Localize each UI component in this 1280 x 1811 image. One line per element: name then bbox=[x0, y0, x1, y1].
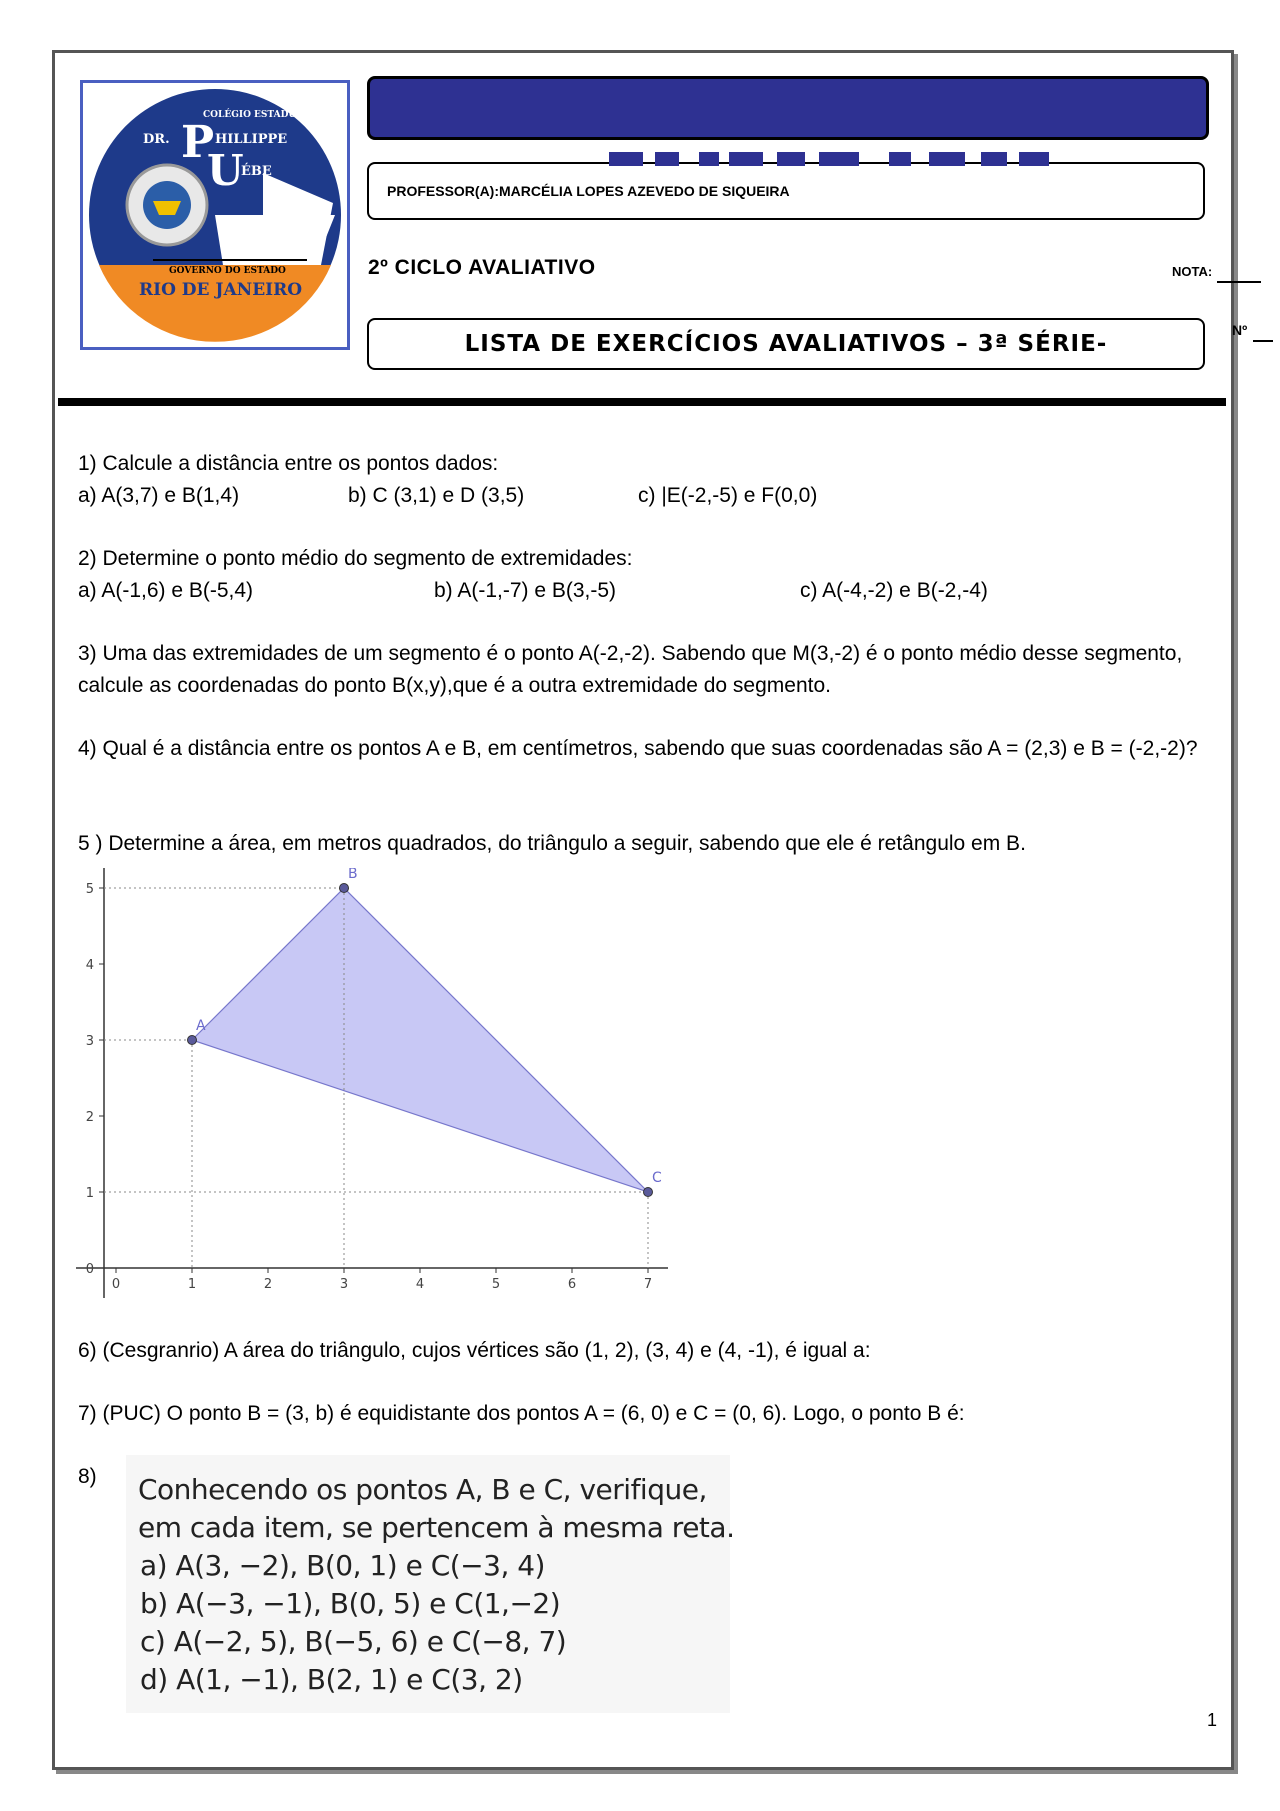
x-tick-label: 1 bbox=[187, 1277, 197, 1292]
q8-item-a: a) A(3, −2), B(0, 1) e C(−3, 4) bbox=[140, 1549, 545, 1582]
professor-name: PROFESSOR(A):MARCÉLIA LOPES AZEVEDO DE SIQUEIRA bbox=[387, 183, 790, 199]
list-title: LISTA DE EXERCÍCIOS AVALIATIVOS – 3ª SÉRIE- bbox=[464, 331, 1108, 357]
q8-item-d: d) A(1, −1), B(2, 1) e C(3, 2) bbox=[140, 1663, 523, 1696]
y-tick-label: 2 bbox=[85, 1110, 94, 1125]
list-title-box bbox=[367, 318, 1205, 370]
q4-text: 4) Qual é a distância entre os pontos A e B, em centímetros, sabendo que suas coordenadas são A = (2,3) e B = (-2,-2)? bbox=[78, 737, 1198, 760]
x-tick-label: 7 bbox=[643, 1277, 653, 1292]
q1-item-c: c) |E(-2,-5) e F(0,0) bbox=[638, 484, 818, 507]
q2-item-a: a) A(-1,6) e B(-5,4) bbox=[78, 579, 254, 602]
triangle-chart-svg bbox=[70, 868, 680, 1318]
q8-item-b: b) A(−3, −1), B(0, 5) e C(1,−2) bbox=[140, 1587, 561, 1620]
logo-text-governo: GOVERNO DO ESTADO bbox=[169, 266, 286, 276]
q8-item-c: c) A(−2, 5), B(−5, 6) e C(−8, 7) bbox=[140, 1625, 567, 1658]
header-divider bbox=[58, 398, 1226, 406]
q1-prompt: 1) Calcule a distância entre os pontos dados: bbox=[78, 452, 499, 475]
numero-blank-line bbox=[1253, 340, 1273, 342]
point-label-b: B bbox=[348, 868, 358, 882]
q8-scanned-image bbox=[126, 1455, 735, 1713]
y-tick-label: 5 bbox=[85, 882, 94, 897]
y-tick-label: 4 bbox=[85, 958, 94, 973]
point-b bbox=[340, 884, 349, 893]
page-number: 1 bbox=[1207, 1710, 1218, 1730]
point-label-a: A bbox=[196, 1018, 206, 1034]
q1-item-a: a) A(3,7) e B(1,4) bbox=[78, 484, 240, 507]
point-c bbox=[644, 1188, 653, 1197]
q8-line2: em cada item, se pertencem à mesma reta. bbox=[138, 1511, 735, 1544]
y-tick-label: 3 bbox=[85, 1034, 94, 1049]
q3-text: 3) Uma das extremidades de um segmento é o ponto A(-2,-2). Sabendo que M(3,-2) é o ponto médio desse segmento, calcule as coordenadas do ponto B(x,y),que é a outra extremidade do segmento. bbox=[78, 642, 1183, 697]
x-tick-label: 3 bbox=[339, 1277, 349, 1292]
q6-text: 6) (Cesgranrio) A área do triângulo, cujos vértices são (1, 2), (3, 4) e (4, -1), é igual a: bbox=[78, 1339, 871, 1362]
professor-box bbox=[367, 162, 1205, 220]
logo-text-dr: DR. bbox=[143, 132, 170, 147]
logo-text-ebe: ÉBE bbox=[241, 164, 272, 179]
q8-label: 8) bbox=[78, 1465, 97, 1488]
q5-text: 5 ) Determine a área, em metros quadrados, do triângulo a seguir, sabendo que ele é retângulo em B. bbox=[78, 832, 1026, 855]
point-label-c: C bbox=[652, 1170, 662, 1186]
triangle-chart bbox=[70, 868, 680, 1323]
x-tick-label: 4 bbox=[415, 1277, 425, 1292]
nota-blank-line bbox=[1217, 281, 1261, 283]
q2-prompt: 2) Determine o ponto médio do segmento de extremidades: bbox=[78, 547, 633, 570]
q2-item-c: c) A(-4,-2) e B(-2,-4) bbox=[800, 579, 988, 602]
triangle-area bbox=[192, 888, 648, 1192]
q7-text: 7) (PUC) O ponto B = (3, b) é equidistante dos pontos A = (6, 0) e C = (0, 6). Logo, o ponto B é: bbox=[78, 1402, 965, 1425]
x-tick-label: 6 bbox=[567, 1277, 577, 1292]
q8-line1: Conhecendo os pontos A, B e C, verifique, bbox=[138, 1473, 707, 1506]
school-logo bbox=[80, 80, 350, 350]
x-tick-label: 2 bbox=[263, 1277, 273, 1292]
q1-item-b: b) C (3,1) e D (3,5) bbox=[348, 484, 525, 507]
ciclo-label: 2º CICLO AVALIATIVO bbox=[368, 256, 596, 279]
title-bar bbox=[367, 76, 1209, 140]
x-tick-label: 0 bbox=[111, 1277, 121, 1292]
numero-label: Nº bbox=[1232, 322, 1248, 338]
y-tick-label: 1 bbox=[85, 1186, 94, 1201]
point-a bbox=[188, 1036, 197, 1045]
logo-text-u: U bbox=[207, 146, 244, 195]
x-tick-label: 5 bbox=[491, 1277, 501, 1292]
logo-text-p: P bbox=[181, 117, 215, 168]
nota-label: NOTA: bbox=[1172, 264, 1213, 279]
y-tick-label: 0 bbox=[85, 1262, 94, 1277]
q2-item-b: b) A(-1,-7) e B(3,-5) bbox=[434, 579, 617, 602]
logo-text-top: COLÉGIO ESTADUAL bbox=[203, 110, 310, 120]
logo-text-hillippe: HILLIPPE bbox=[215, 132, 288, 147]
logo-text-rio: RIO DE JANEIRO bbox=[139, 280, 303, 300]
